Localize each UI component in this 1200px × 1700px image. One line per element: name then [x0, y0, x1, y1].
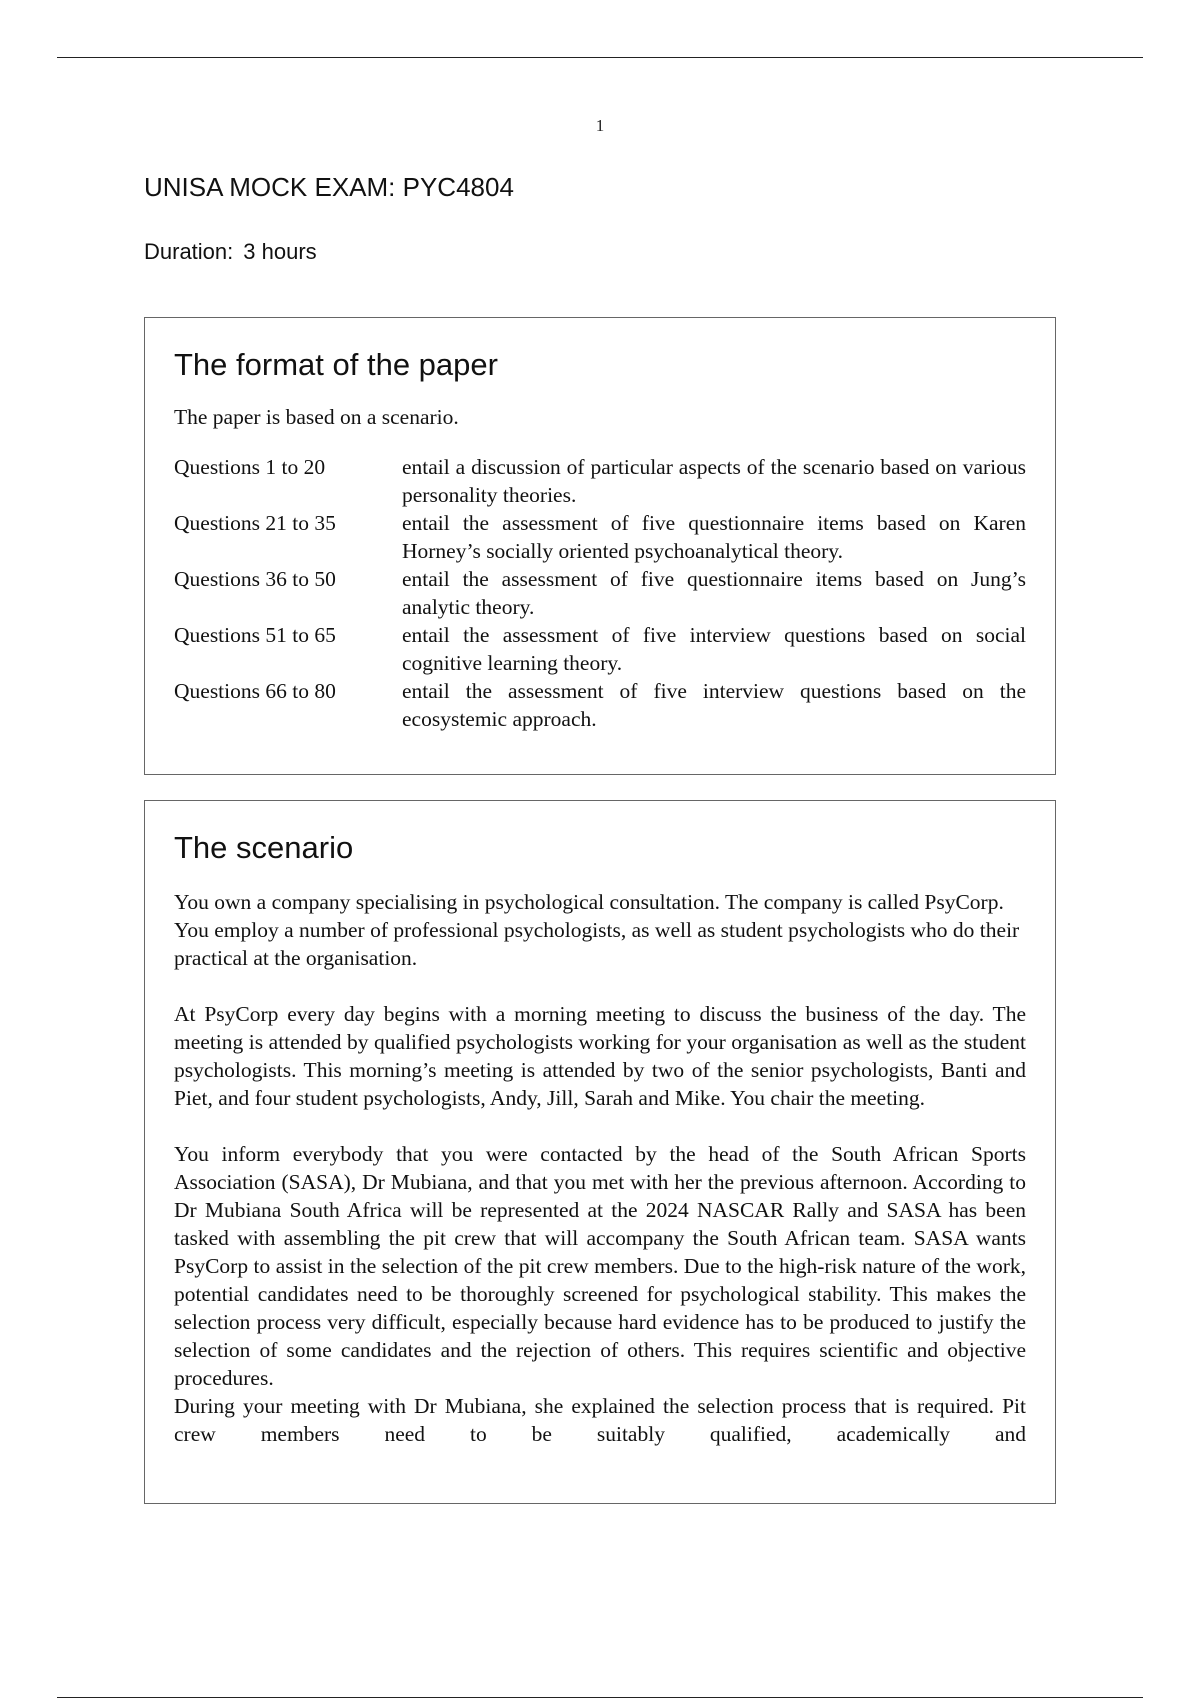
scenario-heading: The scenario — [174, 830, 354, 865]
question-description: entail the assessment of five interview questions based on social cognitive learning theory. — [402, 623, 1026, 676]
table-row — [174, 509, 1026, 565]
table-row — [174, 565, 1026, 621]
duration-value: 3 hours — [243, 239, 317, 264]
duration — [144, 239, 317, 265]
format-box — [144, 317, 1056, 775]
format-heading: The format of the paper — [174, 347, 498, 382]
table-row — [174, 453, 1026, 509]
scenario-paragraph: You own a company specialising in psychological consultation. The company is called PsyCorp. You employ a number of professional psychologists, as well as student psychologists who do their practical at the organisation. — [174, 890, 1020, 971]
scenario-box — [144, 800, 1056, 1504]
top-rule — [57, 57, 1143, 58]
duration-label: Duration: — [144, 239, 234, 264]
format-intro: The paper is based on a scenario. — [174, 405, 459, 430]
question-description: entail the assessment of five questionnaire items based on Jung’s analytic theory. — [402, 567, 1026, 620]
exam-title: UNISA MOCK EXAM: PYC4804 — [144, 172, 514, 202]
table-row — [174, 621, 1026, 677]
scenario-paragraph: You inform everybody that you were contacted by the head of the South African Sports Association (SASA), Dr Mubiana, and that you met with her the previous afternoon. According to Dr Mubiana South Africa will be represented at the 2024 NASCAR Rally and SASA has been tasked with assembling the pit crew that will accompany the South African team. SASA wants PsyCorp to assist in the selection of the pit crew members. Due to the high-risk nature of the work, potential candidates need to be thoroughly screened for psychological stability. This makes the selection process very difficult, especially because hard evidence has to be produced to justify the selection of some candidates and the rejection of others. This requires scientific and objective procedures. — [174, 1142, 1026, 1391]
question-description: entail the assessment of five interview questions based on the ecosystemic approach. — [402, 679, 1026, 732]
page-number: 1 — [595, 116, 605, 135]
question-range: Questions 66 to 80 — [174, 679, 336, 704]
question-range: Questions 1 to 20 — [174, 455, 326, 480]
table-row — [174, 677, 1026, 733]
question-range: Questions 21 to 35 — [174, 511, 336, 536]
scenario-body — [174, 888, 1026, 1448]
bottom-rule — [57, 1697, 1143, 1698]
question-description: entail the assessment of five questionnaire items based on Karen Horney’s socially oriented psychoanalytical theory. — [402, 511, 1026, 564]
scenario-paragraph: At PsyCorp every day begins with a morning meeting to discuss the business of the day. The meeting is attended by qualified psychologists working for your organisation as well as the student psychologists. This morning’s meeting is attended by two of the senior psychologists, Banti and Piet, and four student psychologists, Andy, Jill, Sarah and Mike. You chair the meeting. — [174, 1002, 1026, 1111]
question-format-table — [174, 453, 1026, 733]
question-range: Questions 36 to 50 — [174, 567, 336, 592]
scenario-paragraph: During your meeting with Dr Mubiana, she explained the selection process that is required. Pit crew members need to be suitably qualified, academically and — [174, 1394, 1026, 1447]
question-description: entail a discussion of particular aspects of the scenario based on various personality theories. — [402, 455, 1026, 508]
question-range: Questions 51 to 65 — [174, 623, 336, 648]
